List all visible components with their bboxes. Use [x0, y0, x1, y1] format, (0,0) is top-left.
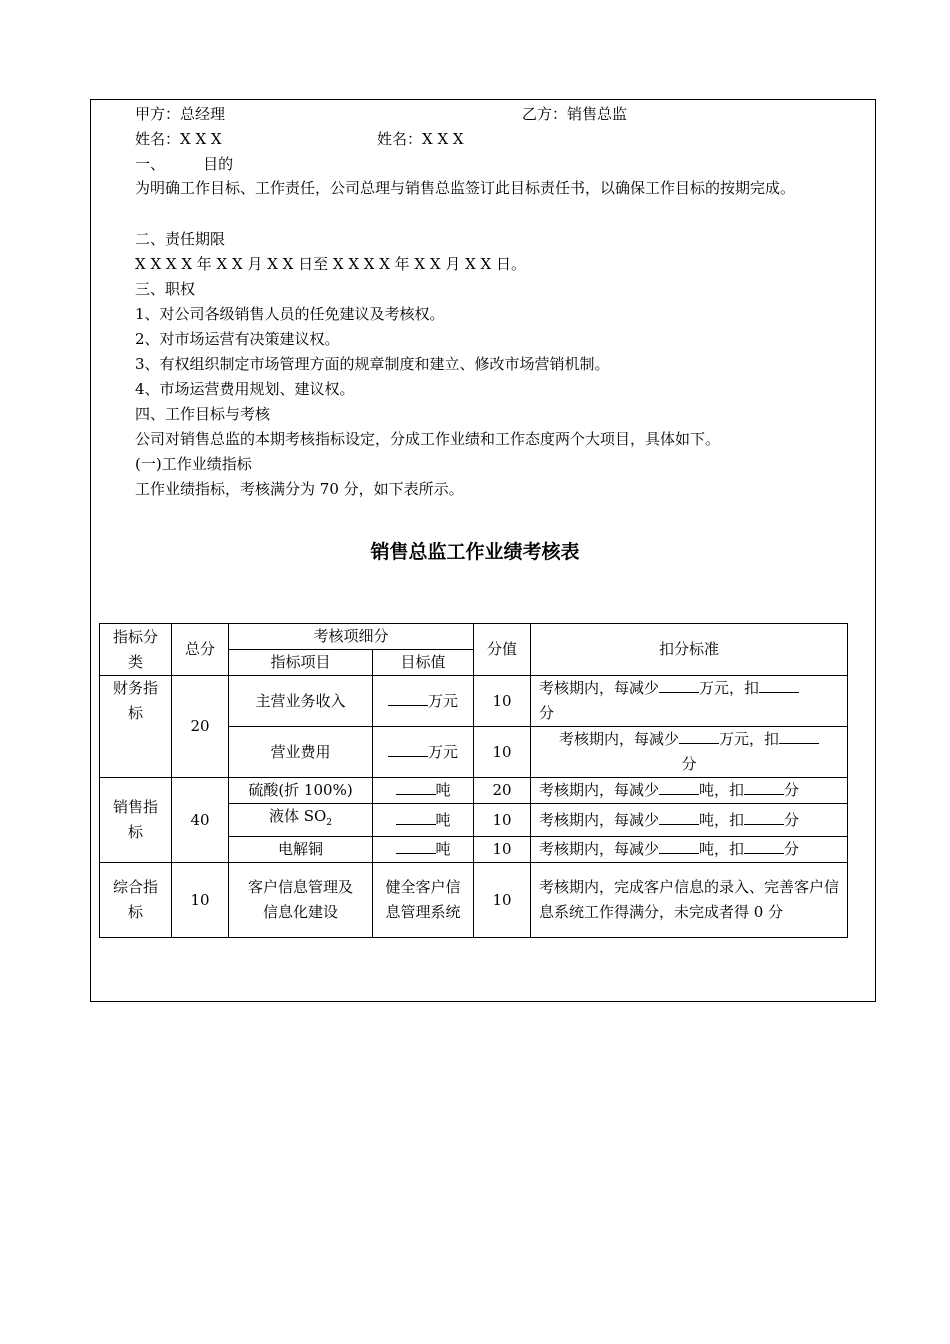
item-cell: 营业费用 — [229, 727, 373, 778]
header-total: 总分 — [172, 624, 229, 676]
blank-line — [396, 794, 436, 795]
target-cell: 吨 — [373, 804, 474, 837]
blank-line — [759, 692, 799, 693]
blank-line — [396, 824, 436, 825]
period-heading: 二、责任期限 — [135, 230, 226, 248]
header-item: 指标项目 — [229, 650, 373, 676]
purpose-text: 为明确工作目标、工作责任，公司总理与销售总监签订此目标责任书，以确保工作目标的按期完成。 — [135, 179, 796, 197]
party-a: 甲方：总经理 — [135, 105, 226, 123]
total-cell: 20 — [172, 676, 229, 778]
standard-cell: 考核期内，每减少 万元，扣 分 — [531, 676, 848, 727]
blank-line — [388, 705, 428, 706]
score-cell: 20 — [474, 778, 531, 804]
blank-line — [659, 824, 699, 825]
total-cell: 40 — [172, 778, 229, 863]
score-cell: 10 — [474, 727, 531, 778]
table-title: 销售总监工作业绩考核表 — [370, 541, 580, 563]
score-cell: 10 — [474, 804, 531, 837]
authority-heading: 三、职权 — [135, 280, 196, 298]
blank-line — [659, 853, 699, 854]
authority-item: 3、有权组织制定市场管理方面的规章制度和建立、修改市场营销机制。 — [135, 355, 610, 373]
target-cell: 健全客户信息管理系统 — [373, 863, 474, 938]
item-cell: 客户信息管理及信息化建设 — [229, 863, 373, 938]
target-cell: 万元 — [373, 676, 474, 727]
blank-line — [744, 824, 784, 825]
standard-cell: 考核期内，每减少 吨，扣 分 — [531, 837, 848, 863]
blank-line — [659, 794, 699, 795]
name-b: 姓名：X X X — [377, 130, 464, 148]
purpose-paragraph — [115, 176, 870, 201]
target-cell: 万元 — [373, 727, 474, 778]
standard-cell: 考核期内，每减少 万元，扣 分 — [531, 727, 848, 778]
target-cell: 吨 — [373, 778, 474, 804]
authority-item: 2、对市场运营有决策建议权。 — [135, 330, 340, 348]
authority-item: 4、市场运营费用规划、建议权。 — [135, 380, 355, 398]
blank-line — [396, 853, 436, 854]
score-cell: 10 — [474, 676, 531, 727]
party-b: 乙方：销售总监 — [522, 105, 628, 123]
header-category: 指标分类 — [100, 624, 172, 676]
item-cell: 液体 $SO_2$ — [229, 804, 373, 837]
authority-item: 1、对公司各级销售人员的任免建议及考核权。 — [135, 305, 445, 323]
header-score: 分值 — [474, 624, 531, 676]
header-standard: 扣分标准 — [531, 624, 848, 676]
goals-text: 公司对销售总监的本期考核指标设定，分成工作业绩和工作态度两个大项目，具体如下。 — [135, 430, 721, 448]
table-row — [100, 676, 848, 727]
table-row — [100, 863, 848, 938]
category-cell: 综合指标 — [100, 863, 172, 938]
goals-heading: 四、工作目标与考核 — [135, 405, 271, 423]
total-cell: 10 — [172, 863, 229, 938]
score-cell: 10 — [474, 837, 531, 863]
blank-line — [679, 743, 719, 744]
blank-line — [659, 692, 699, 693]
blank-line — [779, 743, 819, 744]
blank-line — [744, 794, 784, 795]
item-cell: 电解铜 — [229, 837, 373, 863]
table-row — [100, 778, 848, 804]
blank-line — [744, 853, 784, 854]
item-cell: 硫酸(折 100%) — [229, 778, 373, 804]
period-text: X X X X 年 X X 月 X X 日至 X X X X 年 X X 月 X X 日。 — [135, 255, 526, 273]
table-header-row — [100, 624, 848, 650]
performance-table — [99, 623, 848, 938]
standard-cell: 考核期内，每减少 吨，扣 分 — [531, 778, 848, 804]
name-a: 姓名：X X X — [135, 130, 222, 148]
score-cell: 10 — [474, 863, 531, 938]
performance-heading: (一)工作业绩指标 — [135, 455, 252, 473]
standard-cell: 考核期内，完成客户信息的录入、完善客户信息系统工作得满分，未完成者得 0 分 — [531, 863, 848, 938]
blank-line — [388, 756, 428, 757]
category-cell: 销售指标 — [100, 778, 172, 863]
performance-text: 工作业绩指标，考核满分为 70 分，如下表所示。 — [135, 480, 464, 498]
target-cell: 吨 — [373, 837, 474, 863]
header-detail: 考核项细分 — [229, 624, 474, 650]
category-cell: 财务指标 — [100, 676, 172, 778]
item-cell: 主营业务收入 — [229, 676, 373, 727]
header-target: 目标值 — [373, 650, 474, 676]
purpose-heading: 一、 目的 — [135, 155, 234, 173]
standard-cell: 考核期内，每减少 吨，扣 分 — [531, 804, 848, 837]
